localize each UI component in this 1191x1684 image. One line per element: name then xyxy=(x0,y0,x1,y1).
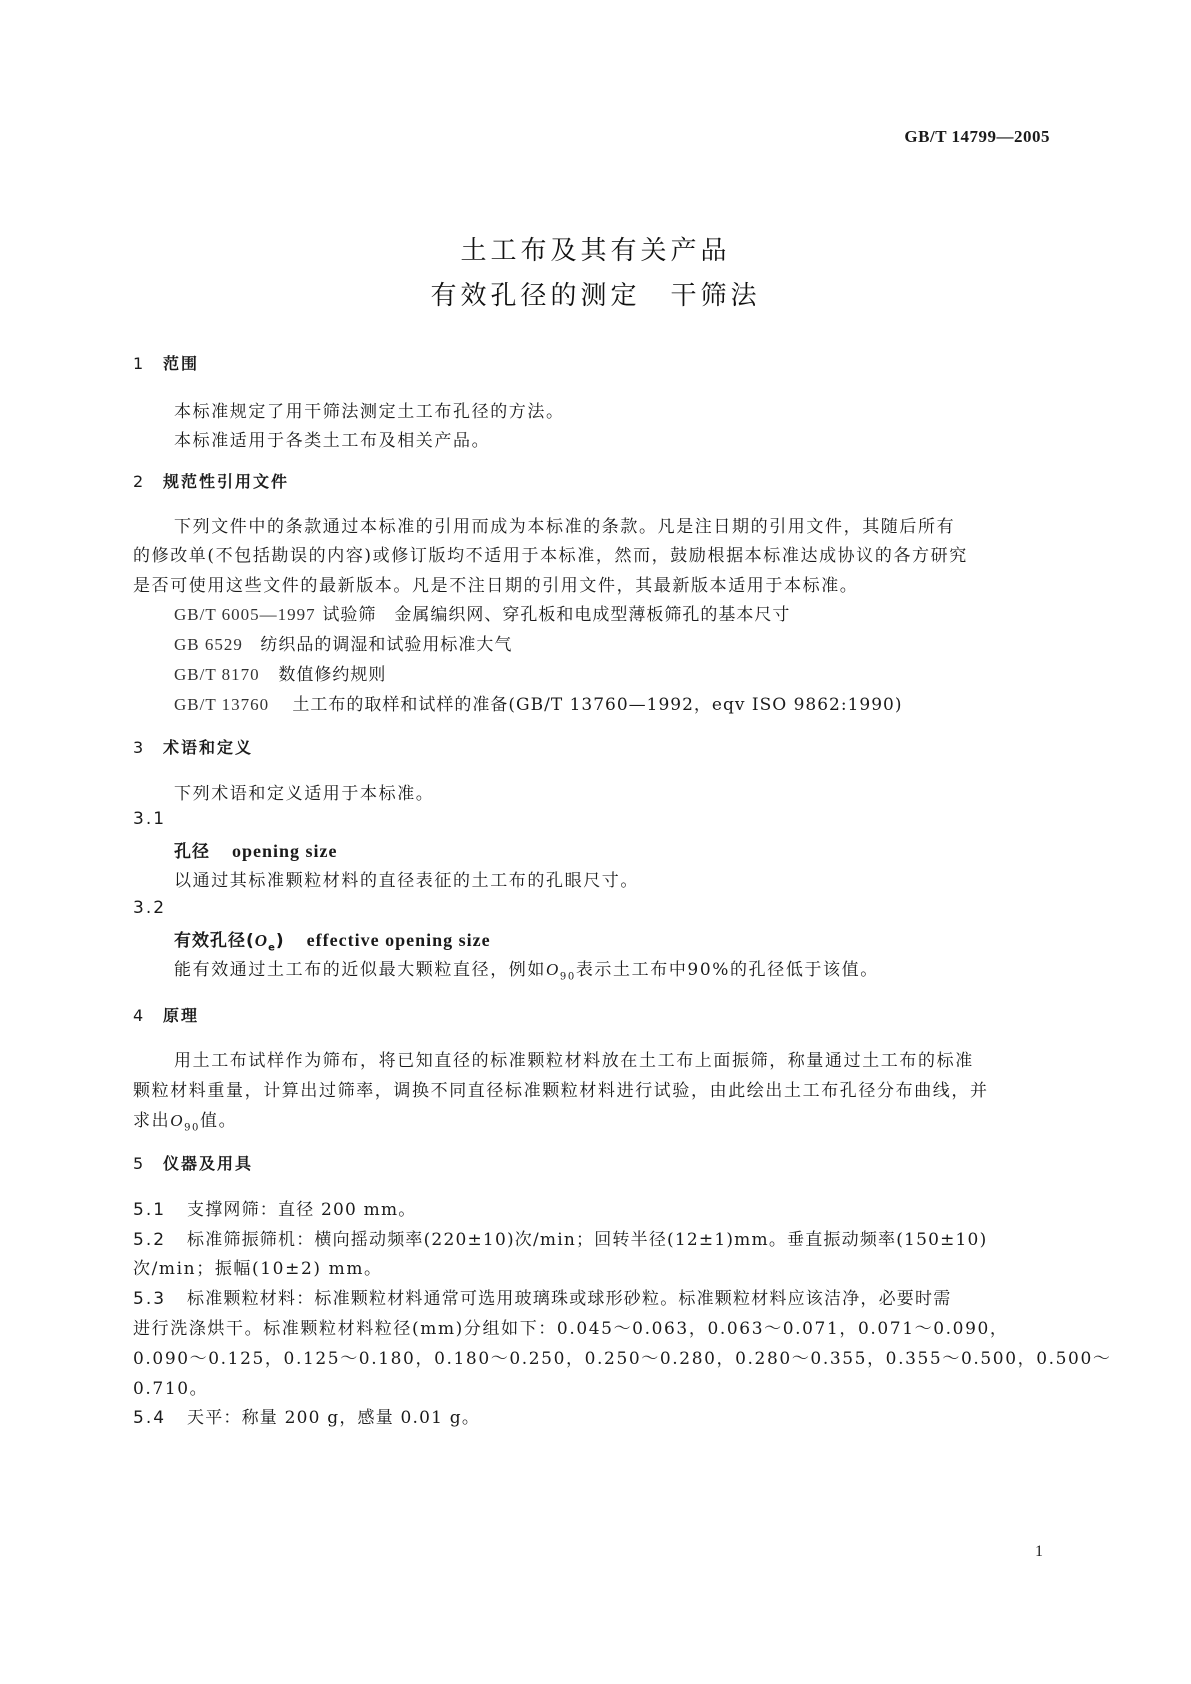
text-run: 表示土工布中90%的孔径低于该值。 xyxy=(575,960,879,980)
document-number: GB/T 14799—2005 xyxy=(904,127,1050,146)
section-title: 仪器及用具 xyxy=(163,1154,254,1173)
text-run: 能有效通过土工布的近似最大颗粒直径，例如 xyxy=(174,960,546,980)
reference-code: GB/T 13760 xyxy=(174,695,270,714)
section-number: 4 xyxy=(133,1006,146,1025)
paragraph: 下列术语和定义适用于本标准。 xyxy=(174,784,435,804)
term-number: 3.1 xyxy=(133,809,167,829)
term-heading xyxy=(174,926,491,953)
paragraph: 颗粒材料重量，计算出过筛率，调换不同直径标准颗粒材料进行试验，由此绘出土工布孔径分布曲线，并 xyxy=(133,1081,989,1101)
list-item xyxy=(133,1225,987,1250)
item-number: 5.4 xyxy=(133,1408,167,1428)
section-2-heading xyxy=(133,469,289,492)
term-definition: 以通过其标准颗粒材料的直径表征的土工布的孔眼尺寸。 xyxy=(174,871,639,891)
item-text: 天平：称量 200 g，感量 0.01 g。 xyxy=(187,1408,481,1428)
reference-title: 数值修约规则 xyxy=(278,665,387,685)
section-number: 1 xyxy=(133,354,146,373)
item-text: 标准颗粒材料：标准颗粒材料通常可选用玻璃珠或球形砂粒。标准颗粒材料应该洁净，必要时需 xyxy=(187,1289,952,1309)
section-5-heading xyxy=(133,1151,253,1174)
document-title-line1: 土工布及其有关产品 xyxy=(460,236,731,266)
reference-code: GB/T 6005—1997 xyxy=(174,605,316,624)
page-number: 1 xyxy=(1035,1543,1043,1560)
section-title: 规范性引用文件 xyxy=(163,472,290,491)
item-number: 5.1 xyxy=(133,1200,167,1220)
term-definition xyxy=(174,955,879,982)
list-item xyxy=(133,1284,951,1309)
term-chinese: 有效孔径( xyxy=(174,931,255,951)
paragraph: 用土工布试样作为筛布，将已知直径的标准颗粒材料放在土工布上面振筛，称量通过土工布的标准 xyxy=(174,1051,974,1071)
term-number: 3.2 xyxy=(133,898,167,918)
item-text: 标准筛振筛机：横向摇动频率(220±10)次/min；回转半径(12±1)mm。垂直振动频率(150±10) xyxy=(187,1230,988,1250)
symbol-subscript: e xyxy=(268,942,276,954)
item-number: 5.2 xyxy=(133,1230,167,1250)
term-english: opening size xyxy=(232,841,338,861)
text-run: 求出 xyxy=(133,1111,171,1131)
paragraph: 下列文件中的条款通过本标准的引用而成为本标准的条款。凡是注日期的引用文件，其随后所有 xyxy=(174,517,956,537)
paragraph: 0.710。 xyxy=(133,1379,209,1399)
section-number: 5 xyxy=(133,1154,146,1173)
reference-code: GB 6529 xyxy=(174,635,243,654)
reference-item xyxy=(174,630,512,655)
item-text: 支撑网筛：直径 200 mm。 xyxy=(187,1200,417,1220)
text-run: 值。 xyxy=(200,1111,238,1131)
term-heading xyxy=(174,837,338,862)
term-chinese-close: ) xyxy=(275,931,285,951)
paragraph xyxy=(133,1106,237,1133)
symbol: O xyxy=(254,931,269,950)
paragraph: 进行洗涤烘干。标准颗粒材料粒径(mm)分组如下：0.045～0.063，0.063～0.071，0.071～0.090， xyxy=(133,1319,1009,1339)
section-number: 3 xyxy=(133,738,146,757)
section-4-heading xyxy=(133,1003,199,1026)
reference-code: GB/T 8170 xyxy=(174,665,260,684)
reference-title: 土工布的取样和试样的准备(GB/T 13760—1992，eqv ISO 9862:1990) xyxy=(292,695,903,715)
section-number: 2 xyxy=(133,472,146,491)
document-title-line2: 有效孔径的测定 干筛法 xyxy=(430,281,761,311)
list-item xyxy=(133,1195,417,1220)
reference-item xyxy=(174,600,790,625)
reference-title: 试验筛 金属编织网、穿孔板和电成型薄板筛孔的基本尺寸 xyxy=(322,605,791,625)
paragraph: 0.090～0.125，0.125～0.180，0.180～0.250，0.250～0.280，0.280～0.355，0.355～0.500，0.500～ xyxy=(133,1349,1112,1369)
term-english: effective opening size xyxy=(306,930,491,950)
section-3-heading xyxy=(133,735,253,758)
list-item xyxy=(133,1403,480,1428)
symbol: O xyxy=(170,1111,185,1130)
section-title: 原理 xyxy=(163,1006,200,1025)
reference-item xyxy=(174,660,386,685)
symbol-subscript: 90 xyxy=(559,971,576,983)
section-title: 范围 xyxy=(163,354,200,373)
symbol: O xyxy=(546,960,560,979)
term-chinese: 孔径 xyxy=(174,842,210,862)
reference-item xyxy=(174,690,902,715)
paragraph: 本标准适用于各类土工布及相关产品。 xyxy=(174,431,491,451)
symbol-subscript: 90 xyxy=(184,1122,201,1134)
paragraph: 本标准规定了用干筛法测定土工布孔径的方法。 xyxy=(174,402,565,422)
item-number: 5.3 xyxy=(133,1289,167,1309)
paragraph: 的修改单(不包括勘误的内容)或修订版均不适用于本标准，然而，鼓励根据本标准达成协议的各方研究 xyxy=(133,546,968,566)
section-1-heading xyxy=(133,351,199,374)
section-title: 术语和定义 xyxy=(163,738,254,757)
paragraph: 是否可使用这些文件的最新版本。凡是不注日期的引用文件，其最新版本适用于本标准。 xyxy=(133,576,859,596)
paragraph: 次/min；振幅(10±2) mm。 xyxy=(133,1259,383,1279)
reference-title: 纺织品的调湿和试验用标准大气 xyxy=(260,635,513,655)
